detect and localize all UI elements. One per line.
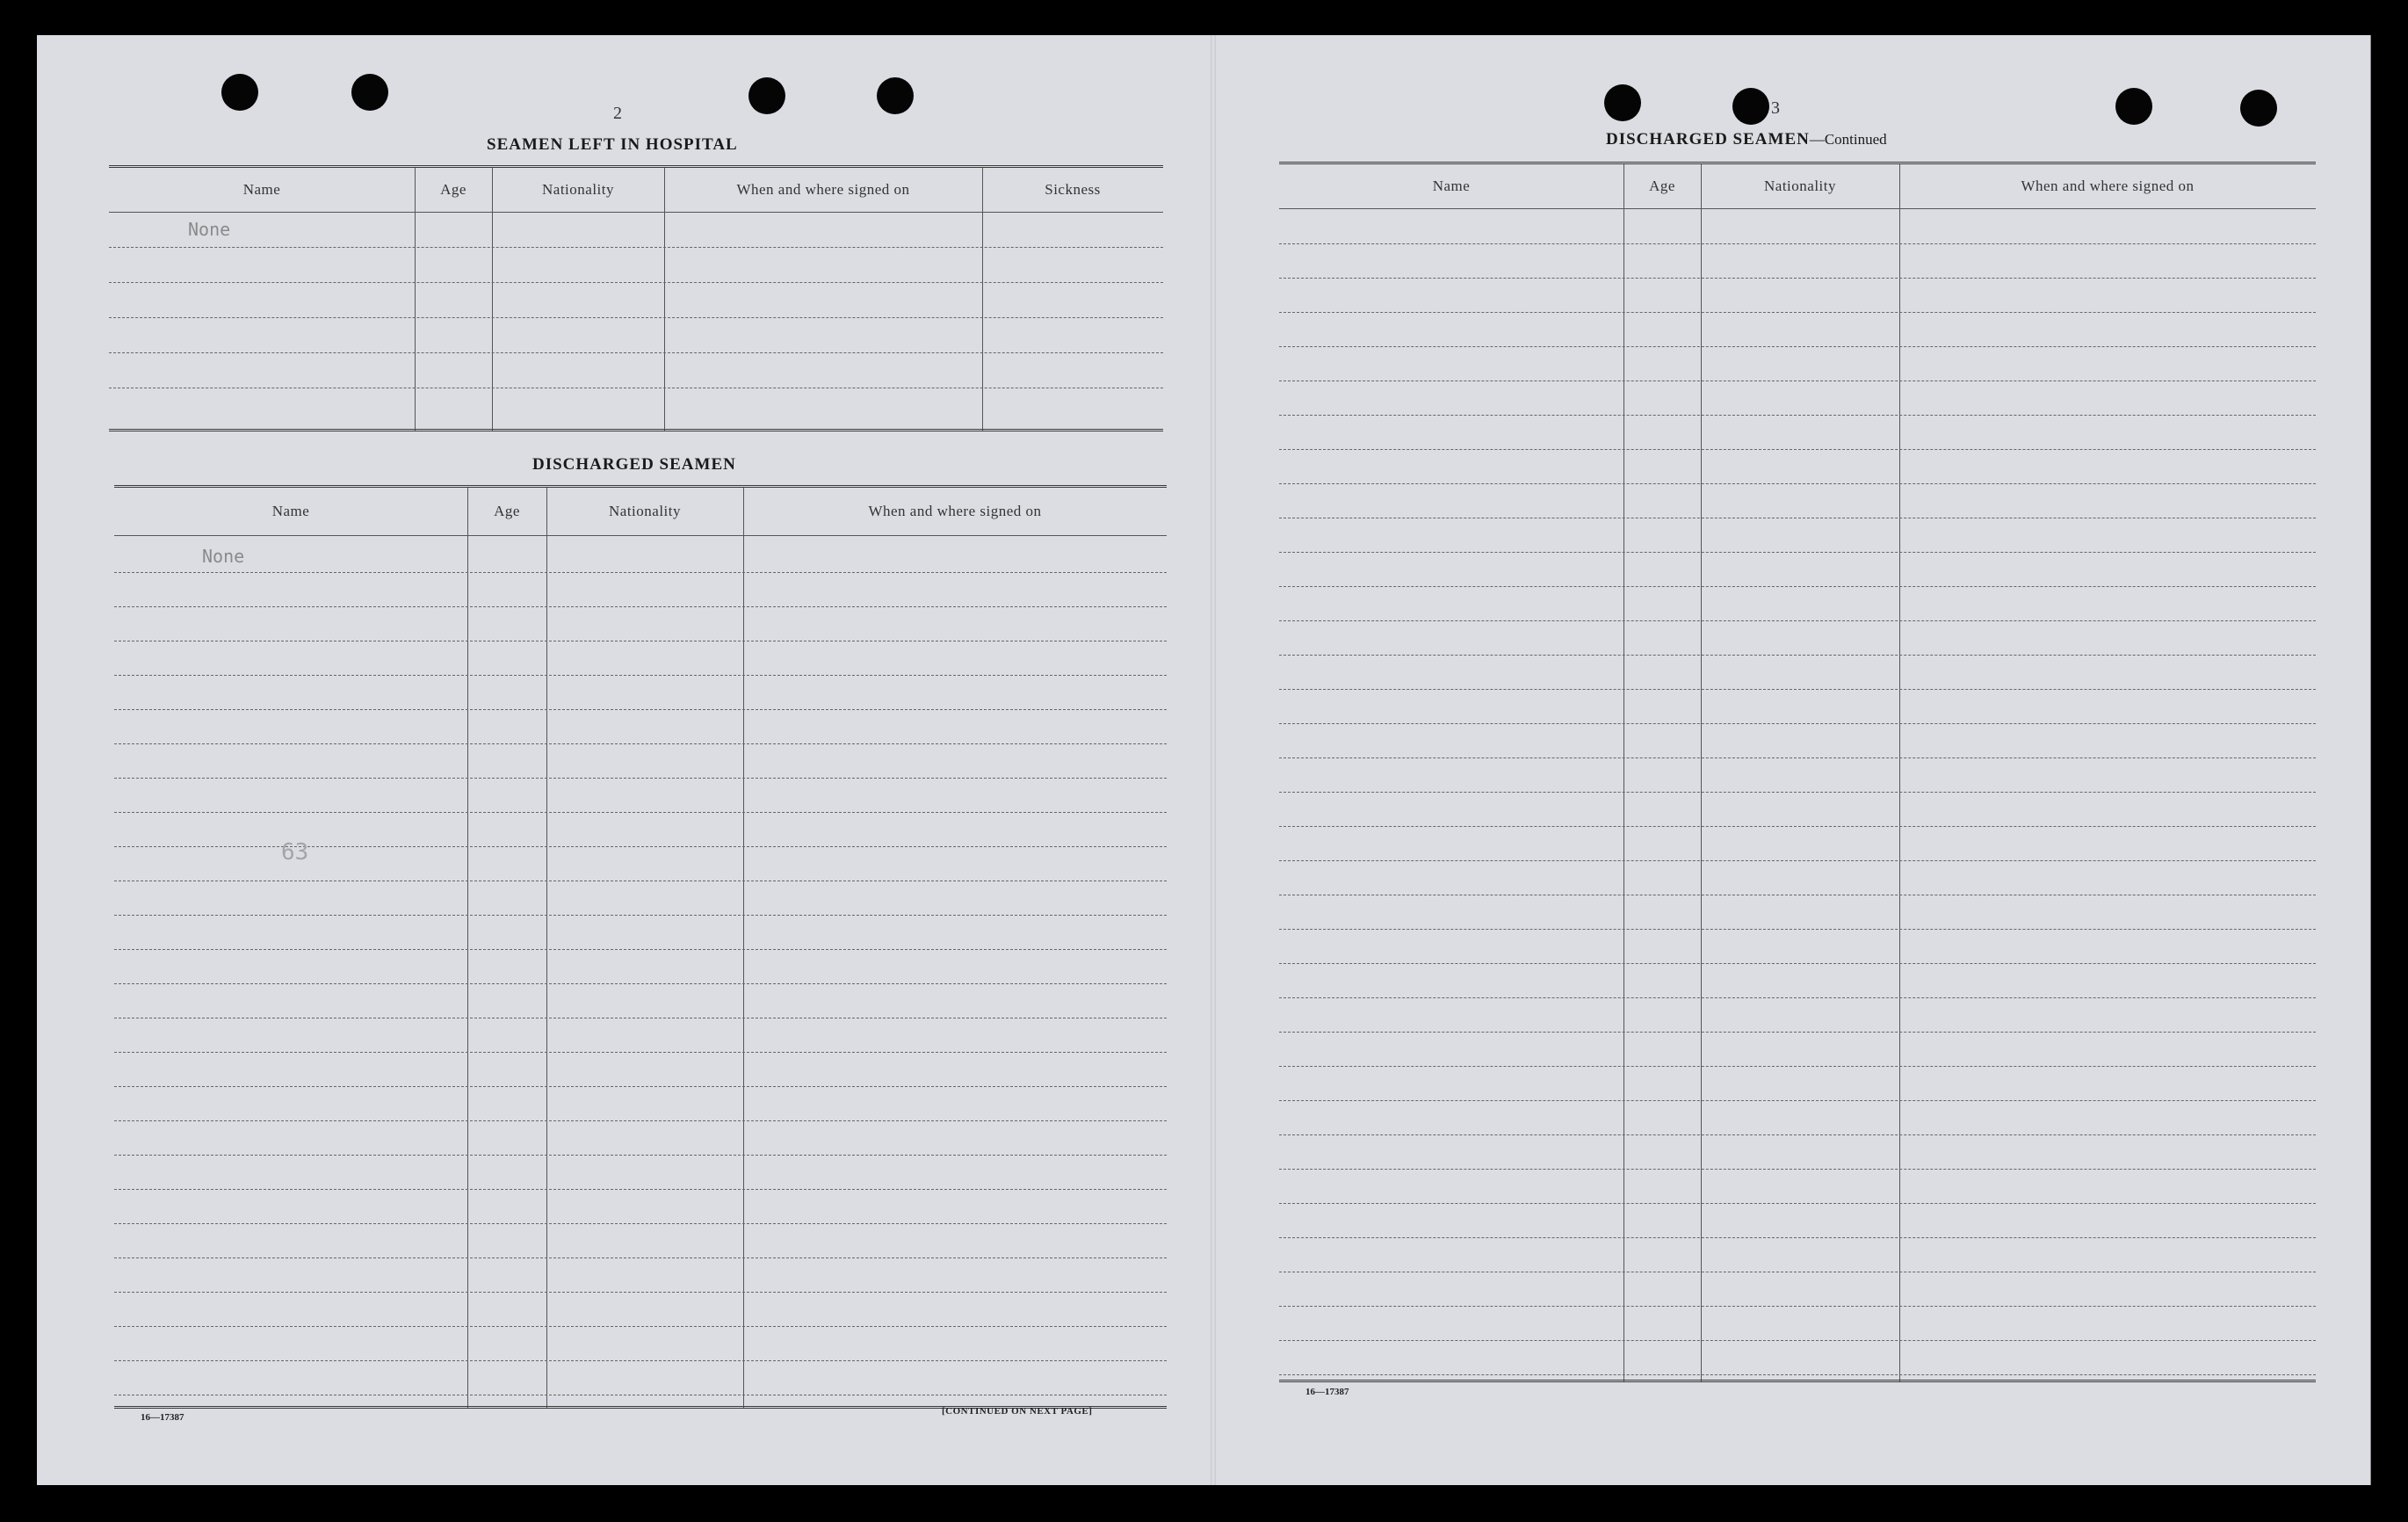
row-rule <box>1279 792 2316 793</box>
binder-hole <box>2115 88 2152 125</box>
table-bottom-rule <box>109 429 1163 431</box>
row-rule <box>1279 1032 2316 1033</box>
row-rule <box>114 675 1167 676</box>
hospital-section-title: SEAMEN LEFT IN HOSPITAL <box>487 135 738 154</box>
page-fold <box>1211 35 1216 1485</box>
row-rule <box>114 1360 1167 1361</box>
row-rule <box>1279 1306 2316 1307</box>
form-code-right: 16—17387 <box>1305 1387 1349 1397</box>
row-rule <box>114 915 1167 916</box>
row-rule <box>109 317 1163 318</box>
column-header-signed-on: When and where signed on <box>2021 178 2195 194</box>
binder-hole <box>748 77 785 114</box>
column-divider <box>546 488 547 1409</box>
document-sheet <box>37 35 2371 1485</box>
row-rule <box>114 1052 1167 1053</box>
hospital-table <box>109 165 1163 431</box>
discharged-continued-title <box>1606 130 1887 149</box>
row-rule <box>1279 1340 2316 1341</box>
table-header <box>114 488 1167 536</box>
discharged-table-right <box>1279 162 2316 1382</box>
column-header-age: Age <box>440 181 466 198</box>
hospital-entry-name: None <box>188 219 231 240</box>
row-rule <box>114 1120 1167 1121</box>
column-divider <box>664 168 665 431</box>
row-rule <box>1279 723 2316 724</box>
section-title-suffix: —Continued <box>1809 131 1887 148</box>
column-divider <box>492 168 493 431</box>
row-rule <box>1279 483 2316 484</box>
row-rule <box>1279 449 2316 450</box>
row-rule <box>109 282 1163 283</box>
row-rule <box>1279 826 2316 827</box>
row-rule <box>114 606 1167 607</box>
row-rule <box>114 983 1167 984</box>
row-rule <box>1279 346 2316 347</box>
row-rule <box>1279 1100 2316 1101</box>
row-rule <box>114 1292 1167 1293</box>
column-header-name: Name <box>242 181 281 198</box>
row-rule <box>1279 689 2316 690</box>
column-header-signed-on: When and where signed on <box>868 503 1042 519</box>
discharged-entry-name: None <box>202 546 245 567</box>
table-bottom-rule <box>1279 1380 2316 1382</box>
discharged-table-left <box>114 485 1167 1409</box>
column-header-age: Age <box>494 503 520 519</box>
row-rule <box>1279 243 2316 244</box>
column-header-nationality: Nationality <box>542 181 614 198</box>
row-rule <box>114 1223 1167 1224</box>
row-rule <box>1279 1237 2316 1238</box>
row-rule <box>1279 1203 2316 1204</box>
row-rule <box>1279 1066 2316 1067</box>
row-rule <box>1279 1169 2316 1170</box>
row-rule <box>114 778 1167 779</box>
row-rule <box>1279 380 2316 381</box>
row-rule <box>1279 620 2316 621</box>
column-header-signed-on: When and where signed on <box>736 181 910 198</box>
column-header-name: Name <box>271 503 310 519</box>
row-rule <box>114 709 1167 710</box>
form-code-left: 16—17387 <box>141 1412 184 1423</box>
column-divider <box>982 168 983 431</box>
column-divider <box>743 488 744 1409</box>
row-rule <box>1279 963 2316 964</box>
row-rule <box>1279 1134 2316 1135</box>
row-rule <box>1279 586 2316 587</box>
row-rule <box>1279 997 2316 998</box>
row-rule <box>114 949 1167 950</box>
row-rule <box>1279 860 2316 861</box>
row-rule <box>114 743 1167 744</box>
row-rule <box>109 352 1163 353</box>
column-divider <box>415 168 416 431</box>
table-header <box>109 168 1163 213</box>
binder-hole <box>877 77 914 114</box>
column-header-nationality: Nationality <box>609 503 681 519</box>
column-header-nationality: Nationality <box>1764 178 1836 194</box>
row-rule <box>1279 1374 2316 1375</box>
row-rule <box>114 1257 1167 1258</box>
column-header-sickness: Sickness <box>1045 181 1101 198</box>
page-number-right: 3 <box>1771 98 1780 118</box>
discharged-section-title: DISCHARGED SEAMEN <box>532 455 736 474</box>
row-rule <box>109 247 1163 248</box>
column-header-age: Age <box>1649 178 1675 194</box>
binder-hole <box>351 74 388 111</box>
binder-hole <box>221 74 258 111</box>
table-header <box>1279 164 2316 209</box>
row-rule <box>114 846 1167 847</box>
faint-mark: 63 <box>281 839 309 866</box>
row-rule <box>114 1086 1167 1087</box>
row-rule <box>114 1189 1167 1190</box>
row-rule <box>114 1155 1167 1156</box>
row-rule <box>1279 552 2316 553</box>
row-rule <box>114 812 1167 813</box>
row-rule <box>114 1326 1167 1327</box>
row-rule <box>1279 312 2316 313</box>
binder-hole <box>1604 84 1641 121</box>
page-number-left: 2 <box>613 104 622 123</box>
row-rule <box>1279 415 2316 416</box>
row-rule <box>1279 655 2316 656</box>
row-rule <box>114 572 1167 573</box>
column-divider <box>467 488 468 1409</box>
binder-hole <box>2240 90 2277 127</box>
binder-hole <box>1732 88 1769 125</box>
row-rule <box>1279 929 2316 930</box>
continued-note: [CONTINUED ON NEXT PAGE] <box>942 1406 1093 1417</box>
column-header-name: Name <box>1432 178 1471 194</box>
row-rule <box>1279 278 2316 279</box>
row-rule <box>1279 757 2316 758</box>
section-title-text: DISCHARGED SEAMEN <box>1606 130 1810 149</box>
